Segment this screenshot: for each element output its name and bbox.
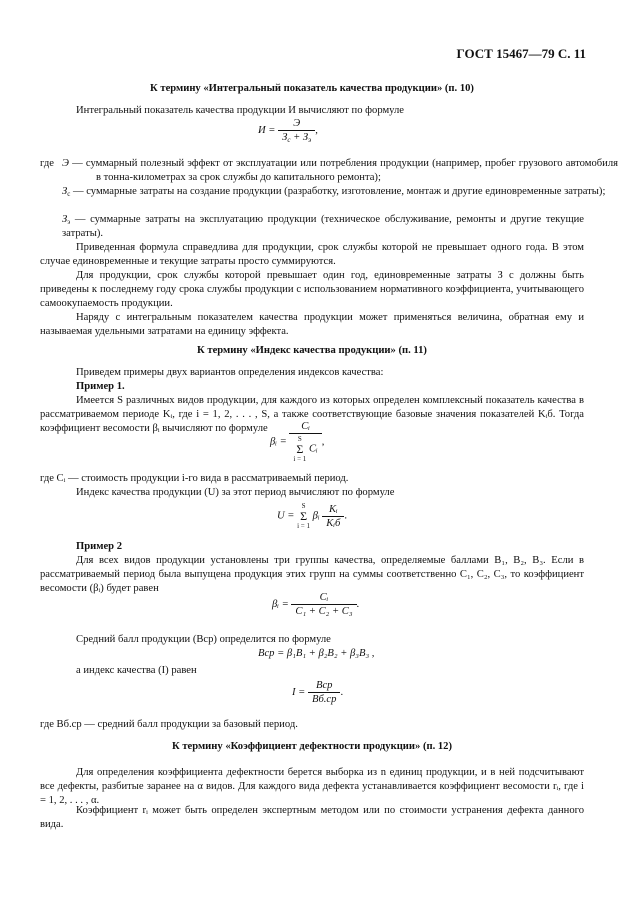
formula-sub: э <box>308 136 312 144</box>
page-header: ГОСТ 15467—79 С. 11 <box>456 46 586 61</box>
formula-denominator: Bб.ср <box>311 694 337 705</box>
sum-upper-limit: S <box>301 502 306 510</box>
formula-denominator: C₁ + C₂ + C₃ <box>295 606 353 617</box>
sum-lower-limit: i = 1 <box>293 455 307 463</box>
formula-quality-index <box>277 502 387 530</box>
formula-tail: , <box>321 436 325 448</box>
formula-tail: . <box>356 598 360 610</box>
sum-icon: Σ <box>296 442 304 456</box>
paragraph: Имеется S различных видов продукции, для каждого из которых определен комплексный показатель качества в рассматриваемом периоде Kᵢ, где i = 1, 2, . . . , S, а также соответствующие базовые значения показателей Kᵢб. Тогда коэффициент весомости βᵢ вычисляют по формуле <box>40 395 584 434</box>
formula-lhs: U = <box>277 510 295 522</box>
definition-exploitation-costs <box>62 213 584 241</box>
formula-numerator: Kᵢ <box>322 504 344 517</box>
formula-numerator: Cᵢ <box>289 421 321 434</box>
paragraph: Приведем примеры двух вариантов определения индексов качества: <box>76 367 384 378</box>
formula-sub: с <box>287 136 291 144</box>
definition-text: — суммарные затраты на эксплуатацию продукции (техническое обслуживание, ремонты и другие текущие затраты). <box>62 214 584 239</box>
formula-quality-index-i <box>292 680 382 705</box>
definition-symbol: З <box>62 186 68 197</box>
sum-upper-limit: S <box>297 435 302 443</box>
formula-lhs: βᵢ = <box>272 598 289 610</box>
formula-tail: . <box>344 510 348 522</box>
example-1-label: Пример 1. <box>76 381 125 392</box>
section-heading-integral: К термину «Интегральный показатель качества продукции» (п. 10) <box>150 83 474 94</box>
formula-lhs: И = <box>258 124 276 136</box>
formula-beta: βᵢ <box>312 510 320 522</box>
formula-tail: , <box>315 124 318 136</box>
formula-denominator: Kᵢб <box>326 517 341 529</box>
paragraph: Приведенная формула справедлива для продукции, срок службы которой не превышает одного года. В этом случае единовременные и текущие затраты просто суммируются. <box>40 242 584 267</box>
sum-lower-limit: i = 1 <box>297 522 311 530</box>
formula-average-score: Bср = β₁B₁ + β₂B₂ + β₃B₃ , <box>258 648 375 659</box>
paragraph: Средний балл продукции (Bср) определится по формуле <box>76 634 331 645</box>
definition-effect <box>62 157 618 185</box>
paragraph: Коэффициент rᵢ может быть определен экспертным методом или по стоимости устранения дефекта данного вида. <box>40 805 584 830</box>
formula-numerator: Cᵢ <box>291 592 356 605</box>
definition-sub: э <box>67 218 71 226</box>
definition-text: — суммарные затраты на создание продукции (разработку, изготовление, монтаж и другие единовременные затраты); <box>70 186 606 197</box>
definition-text: — суммарный полезный эффект от эксплуатации или потребления продукции (например, пробег грузового автомобиля в тонна-километрах за срок службы до капитального ремонта); <box>68 158 618 183</box>
paragraph: Для продукции, срок службы которой превышает один год, единовременные затраты З с должны быть приведены к последнему году срока службы продукции с использованием нормативного коэффициента, учитывающего самоокупаемость продукции. <box>40 270 584 309</box>
paragraph: где Bб.ср — средний балл продукции за базовый период. <box>40 719 298 730</box>
formula-numerator: Bср <box>308 680 340 693</box>
definition-symbol: Э <box>62 158 69 169</box>
paragraph: Наряду с интегральным показателем качества продукции может применяться величина, обратная ему и называемая удельными затратами на единицу эффекта. <box>40 312 584 337</box>
paragraph: где Cᵢ — стоимость продукции i-го вида в рассматриваемый период. <box>40 473 349 484</box>
formula-integral <box>258 118 378 143</box>
definition-sub: с <box>67 190 71 198</box>
paragraph: а индекс качества (I) равен <box>76 665 197 676</box>
formula-tail: . <box>340 686 344 698</box>
formula-numerator: Э <box>278 118 315 131</box>
definition-symbol: З <box>62 214 68 225</box>
where-label: где <box>40 158 54 169</box>
definition-creation-costs <box>62 185 618 199</box>
formula-denominator: Cᵢ <box>308 443 318 455</box>
formula-denominator-b: + З <box>290 132 309 143</box>
section-heading-defect: К термину «Коэффициент дефектности продукции» (п. 12) <box>172 741 452 752</box>
formula-weight-groups <box>272 592 412 617</box>
section-heading-index: К термину «Индекс качества продукции» (п. 11) <box>197 345 427 356</box>
paragraph: Для определения коэффициента дефектности берется выборка из n единиц продукции, и в ней подсчитывают все дефекты, разбитые заранее на α видов. Для каждого вида дефекта устанавливается коэффициент весомости rᵢ, где i = 1, 2, . . . , α. <box>40 767 584 806</box>
paragraph: Для всех видов продукции установлены три группы качества, определяемые баллами B₁, B₂, B₃. Если в рассматриваемый период была выпущена продукция этих групп на суммы соответственно C₁, C₂, C₃, то коэффициент весомости (βᵢ) будет равен <box>40 555 584 594</box>
example-2-label: Пример 2 <box>76 541 122 552</box>
sum-icon: Σ <box>300 509 308 523</box>
paragraph: Индекс качества продукции (U) за этот период вычисляют по формуле <box>76 487 395 498</box>
formula-denominator-a: З <box>282 132 288 143</box>
formula-weight-coefficient <box>270 421 380 463</box>
formula-lhs: βᵢ = <box>270 436 287 448</box>
formula-lhs: I = <box>292 686 306 698</box>
paragraph: Интегральный показатель качества продукции И вычисляют по формуле <box>76 105 404 116</box>
